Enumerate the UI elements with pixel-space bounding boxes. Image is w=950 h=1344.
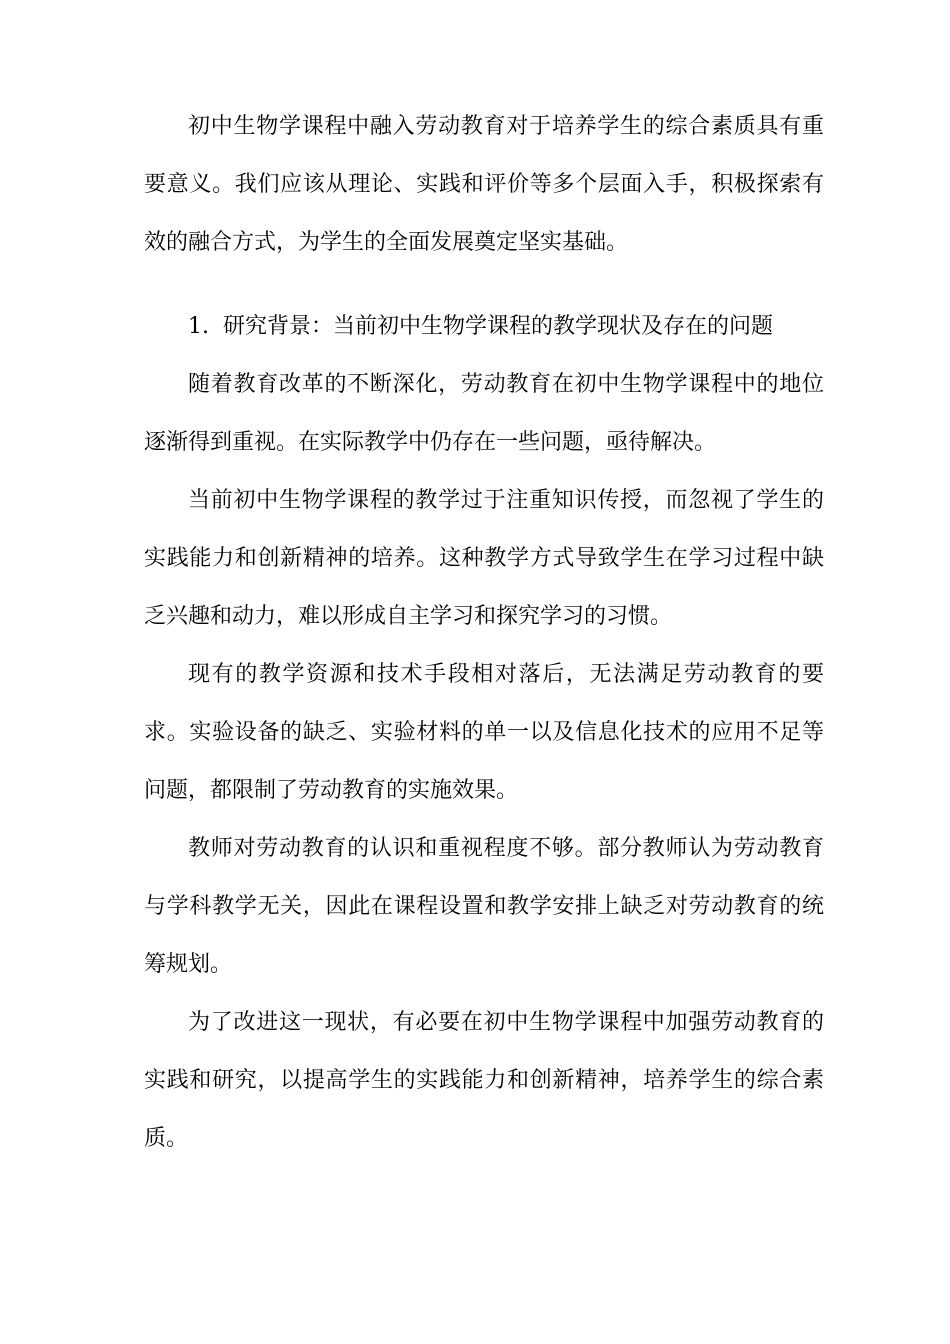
paragraph-line: 随着教育改革的不断深化，劳动教育在初中生物学课程中的地位 xyxy=(188,372,824,397)
paragraph-line: 实践和研究，以提高学生的实践能力和创新精神，培养学生的综合素 xyxy=(144,1068,824,1093)
paragraph-line: 逐渐得到重视。在实际教学中仍存在一些问题，亟待解决。 xyxy=(144,430,717,455)
paragraph-text xyxy=(144,356,824,472)
paragraph-line: 筹规划。 xyxy=(144,952,233,977)
paragraph-text xyxy=(144,994,824,1168)
body-paragraph xyxy=(144,646,824,820)
paragraph-text xyxy=(144,820,824,994)
paragraph-line: 乏兴趣和动力，难以形成自主学习和探究学习的习惯。 xyxy=(144,604,673,629)
paragraph-text xyxy=(144,472,824,646)
section-title: 研究背景：当前初中生物学课程的教学现状及存在的问题 xyxy=(223,314,774,339)
paragraph-line: 有效的融合方式，为学生的全面发展奠定坚实基础。 xyxy=(144,172,824,255)
body-paragraph xyxy=(144,994,824,1168)
paragraph-text xyxy=(144,646,824,820)
paragraph-line: 当前初中生物学课程的教学过于注重知识传授，而忽视了学生的 xyxy=(188,488,824,513)
section-heading-text xyxy=(144,298,824,356)
paragraph-line: 与学科教学无关，因此在课程设置和教学安排上缺乏对劳动教育的统 xyxy=(144,894,824,919)
body-paragraph xyxy=(144,820,824,994)
paragraph-text xyxy=(144,98,824,272)
intro-paragraph xyxy=(144,98,824,272)
paragraph-line: 现有的教学资源和技术手段相对落后，无法满足劳动教育的要求。 xyxy=(144,662,824,745)
paragraph-line: 教师对劳动教育的认识和重视程度不够。部分教师认为劳动教育 xyxy=(188,836,824,861)
section-heading xyxy=(144,298,824,356)
paragraph-line: 质。 xyxy=(144,1126,189,1151)
paragraph-line: 初中生物学课程中融入劳动教育对于培养学生的综合素质具有 xyxy=(188,114,802,139)
body-paragraph xyxy=(144,356,824,472)
paragraph-line: 为了改进这一现状，有必要在初中生物学课程中加强劳动教育的 xyxy=(188,1010,824,1035)
section-number: 1. xyxy=(188,314,209,339)
paragraph-line: 实践能力和创新精神的培养。这种教学方式导致学生在学习过程中缺 xyxy=(144,546,824,571)
paragraph-line: 都限制了劳动教育的实施效果。 xyxy=(210,778,519,803)
paragraph-line: 重要意义。我们应该从理论、实践和评价等多个层面入手，积极探索 xyxy=(144,114,824,197)
body-paragraph xyxy=(144,472,824,646)
paragraph-line: 实验设备的缺乏、实验材料的单一以及信息化技术的应用不足等问题， xyxy=(144,720,824,803)
